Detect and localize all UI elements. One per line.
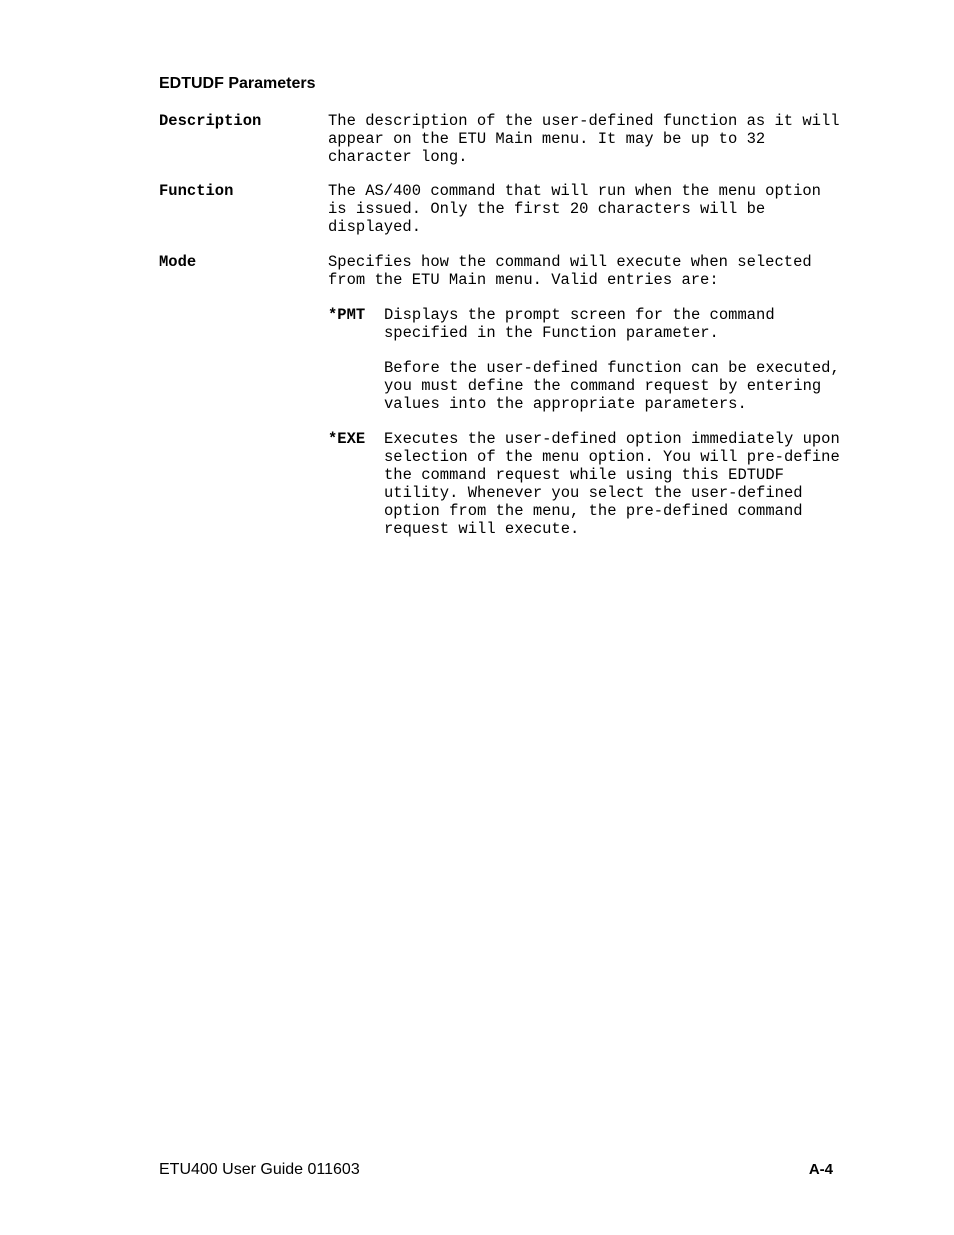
option-note: Before the user-defined function can be executed, you must define the command request by entering values into the appropriate parameters. bbox=[384, 359, 840, 413]
parameter-text: The AS/400 command that will run when the menu option is issued. Only the first 20 characters will be displayed. bbox=[328, 182, 821, 236]
parameter-name: Mode bbox=[159, 253, 197, 271]
parameter-text: The description of the user-defined function as it will appear on the ETU Main menu. It may be up to 32 character long. bbox=[328, 112, 840, 166]
footer-page-number: A-4 bbox=[808, 1161, 833, 1178]
parameter-text: Specifies how the command will execute when selected from the ETU Main menu. Valid entries are: bbox=[328, 253, 812, 289]
parameter-name: Function bbox=[159, 182, 234, 200]
footer-document-title: ETU400 User Guide 011603 bbox=[159, 1161, 360, 1178]
page-heading: EDTUDF Parameters bbox=[159, 75, 316, 92]
option-text: Executes the user-defined option immediately upon selection of the menu option. You will pre-define the command request while using this EDTUDF utility. Whenever you select the user-defined option from the menu, the pre-defined command request will execute. bbox=[384, 430, 840, 538]
parameter-name: Description bbox=[159, 112, 262, 130]
option-code: *PMT bbox=[328, 306, 366, 324]
option-text: Displays the prompt screen for the command specified in the Function parameter. bbox=[384, 306, 775, 342]
option-code: *EXE bbox=[328, 430, 366, 448]
